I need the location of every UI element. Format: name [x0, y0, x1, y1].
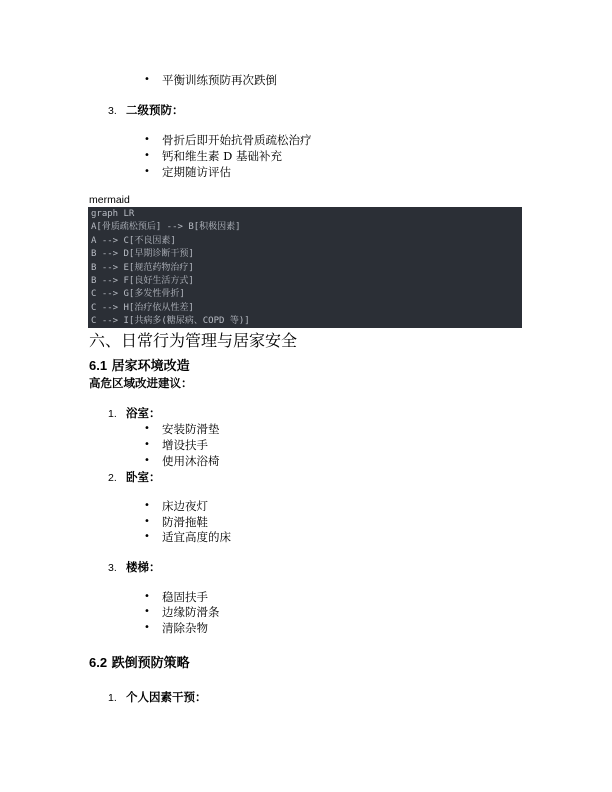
list-item: • 钙和维生素 D 基础补充 — [162, 149, 282, 163]
code-line: graph LR — [91, 209, 135, 219]
list-heading: 个人因素干预： — [126, 690, 207, 704]
code-language-label: mermaid — [89, 194, 130, 206]
list-number: 1. — [108, 408, 117, 420]
code-line: C --> G[多发性骨折] — [91, 289, 185, 300]
list-item: • 使用沐浴椅 — [162, 454, 220, 468]
list-item: • 床边夜灯 — [162, 499, 208, 513]
paragraph-bold: 高危区域改进建议： — [89, 376, 193, 390]
list-item: • 防滑拖鞋 — [162, 515, 208, 529]
list-item: • 清除杂物 — [162, 621, 208, 635]
code-block — [88, 207, 522, 328]
subsection-number: 6.1 — [89, 358, 108, 373]
list-item: • 平衡训练预防再次跌倒 — [162, 73, 277, 87]
code-line: A --> C[不良因素] — [91, 235, 176, 246]
list-number: 1. — [108, 692, 117, 704]
section-heading: 六、日常行为管理与居家安全 — [89, 331, 298, 350]
list-item: • 定期随访评估 — [162, 165, 231, 179]
list-item: • 安装防滑垫 — [162, 422, 220, 436]
subsection-number: 6.2 — [89, 655, 108, 670]
list-heading: 浴室： — [126, 406, 161, 420]
list-item: • 边缘防滑条 — [162, 605, 220, 619]
list-item: • 适宜高度的床 — [162, 530, 231, 544]
code-line: C --> H[治疗依从性差] — [91, 302, 194, 313]
list-item: • 稳固扶手 — [162, 590, 208, 604]
list-number: 3. — [108, 105, 117, 117]
code-line: B --> D[早期诊断干预] — [91, 249, 194, 260]
subsection-title: 跌倒预防策略 — [111, 656, 190, 671]
list-item: • 增设扶手 — [162, 438, 208, 452]
list-heading: 卧室： — [126, 470, 161, 484]
subsection-title: 居家环境改造 — [111, 359, 190, 374]
list-number: 2. — [108, 472, 117, 484]
subsection-heading — [89, 654, 190, 672]
list-item: • 骨折后即开始抗骨质疏松治疗 — [162, 133, 312, 147]
code-line: A[骨质疏松预后] --> B[积极因素] — [91, 222, 241, 233]
list-number: 3. — [108, 562, 117, 574]
list-heading: 楼梯： — [126, 560, 161, 574]
subsection-heading — [89, 357, 190, 375]
code-line: B --> F[良好生活方式] — [91, 276, 194, 287]
code-line: B --> E[规范药物治疗] — [91, 262, 194, 273]
list-heading: 二级预防： — [126, 103, 184, 117]
code-line: C --> I[共病多(糖尿病、COPD 等)] — [91, 316, 250, 327]
